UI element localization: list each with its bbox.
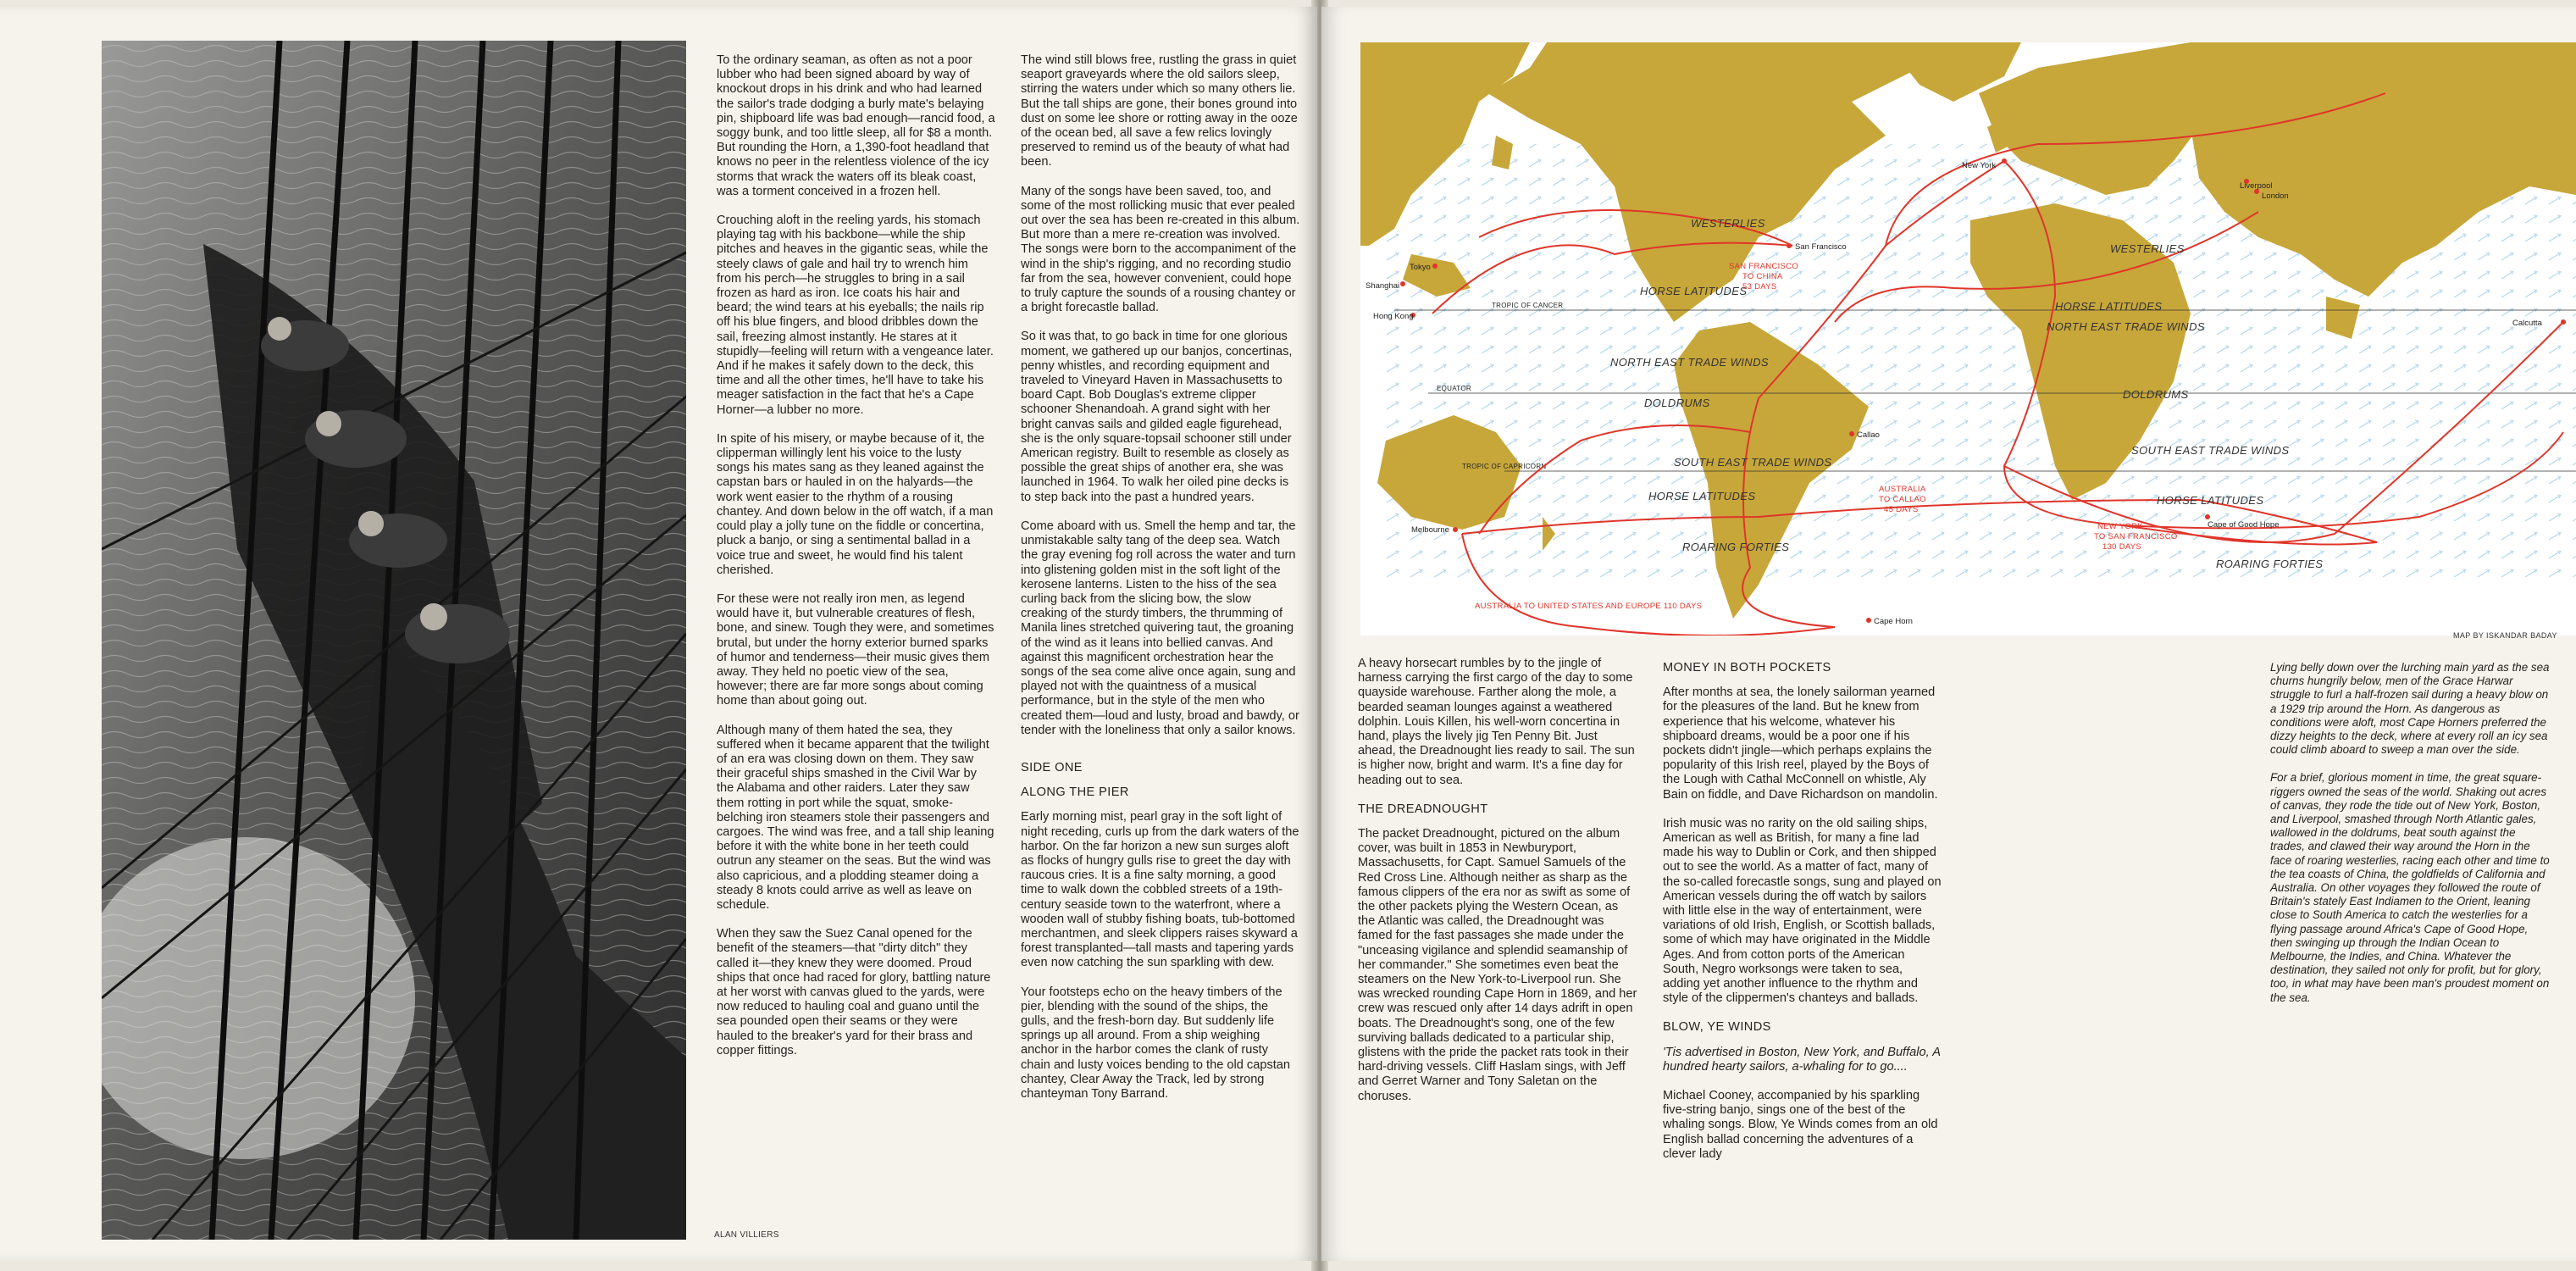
route-label-sf-china-2: TO CHINA [1742,272,1783,281]
blow-ye-winds-quote: 'Tis advertised in Boston, New York, and Buffalo, A hundred hearty sailors, a-whaling for to go.... [1663,1045,1941,1074]
photo-caption: Lying belly down over the lurching main yard as the sea churns hungrily below, men of the Grace Harwar struggle to furl a half-frozen sail during a heavy blow on a 1929 trip around the Horn. As dangerous as conditions were aloft, most Cape Horners preferred the dizzy heights to the deck, where at every roll an icy sea could climb aboard to sweep a man over the side. [2270,661,2550,757]
city-cape-horn: Cape Horn [1874,617,1913,626]
col1-para-5: Although many of them hated the sea, they suffered when it became apparent that the twilight of an era was closing down on them. They saw their graceful ships smashed in the Civil War by the Alabama and other raiders. Later they saw them rotting in port while the squat, smoke-belching iron steamers stole their passengers and cargoes. The wind was free, and a tall ship leaning before it with the white bone in her teeth could outrun any steamer on the seas. But the wind was also capricious, and a plodding steamer doing a steady 8 knots could arrive as well as leave on schedule. [717,723,994,912]
route-label-aus-callao-2: TO CALLAO [1879,495,1926,504]
column-3 [1358,657,1637,1118]
photo-credit: ALAN VILLIERS [714,1230,779,1240]
dreadnought-heading: THE DREADNOUGHT [1358,802,1488,816]
zone-doldrums-pacific: DOLDRUMS [1644,397,1710,409]
city-cape-of-good-hope: Cape of Good Hope [2208,520,2280,530]
zone-horse-latitudes-north: HORSE LATITUDES [1640,285,1748,297]
zone-roaring-forties-pacific: ROARING FORTIES [1682,541,1790,553]
map-caption: For a brief, glorious moment in time, the great square-riggers owned the seas of the world. Shaking out acres of canvas, they rode the tide out of New York, Boston, and Liverpool, smashed through North Atlantic gales, wallowed in the doldrums, beat south against the trades, and clawed their way around the Horn in the face of roaring westerlies, racing each other and time to the tea coasts of China, the goldfields of California and Australia. On other voyages they followed the route of Britain's stately East Indiamen to the Orient, leaning close to South America to catch the westerlies for a flying passage around Africa's Cape of Good Hope, then swinging up through the Indian Ocean to Melbourne, the Indies, and China. Whatever the destination, they sailed not only for profit, but for glory, too, in what may have been man's proudest moment on the sea. [2270,771,2550,1004]
blow-ye-winds-heading: BLOW, YE WINDS [1663,1020,1771,1035]
route-label-sf-china-1: SAN FRANCISCO [1729,262,1799,271]
route-label-aus-callao-1: AUSTRALIA [1879,485,1926,494]
zone-roaring-forties-indian: ROARING FORTIES [2216,558,2324,570]
col2-para-5: Early morning mist, pearl gray in the soft light of night receding, curls up from the dark waters of the harbor. On the far horizon a new sun surges aloft as flocks of hungry gulls rise to greet the day with raucous cries. It is a fine salty morning, a good time to walk down the cobbled streets of a 19th-century seaside town to the waterfront, where a wooden wall of stubby fishing boats, tub-bottomed merchantmen, and sleek clippers raises skyward a forest transplanted—tall masts and tapering yards even now catching the sun sparkling with dew. [1021,810,1299,970]
world-map-sailing-routes [1360,42,2576,636]
city-london: London [2262,191,2289,201]
along-the-pier-heading: ALONG THE PIER [1021,785,1129,800]
city-tokyo: Tokyo [1410,263,1431,272]
col1-para-1: To the ordinary seaman, as often as not a poor lubber who had been signed aboard by way of knockout drops in his drink and who had learned the sailor's trade dodging a burly mate's belaying pin, shipboard life was bad enough—rancid food, a soggy bunk, and too little sleep, all for $8 a month. But rounding the Horn, a 1,390-foot headland that knows no peer in the relentless violence of the icy storms that wrack the waters off its bleak coast, was a torment conceived in a frozen hell. [717,53,995,198]
equator-label: EQUATOR [1437,385,1471,392]
caption-column [2270,661,2550,1019]
zone-doldrums-atlantic: DOLDRUMS [2123,388,2189,401]
zone-westerlies-pacific: WESTERLIES [1691,217,1765,230]
zone-se-trade-atlantic: SOUTH EAST TRADE WINDS [2131,444,2290,457]
zone-horse-latitudes-south-atlantic: HORSE LATITUDES [2157,494,2264,507]
city-liverpool: Liverpool [2240,181,2273,191]
col3-para-2: The packet Dreadnought, pictured on the album cover, was built in 1853 in Newburyport, Massachusetts, for Capt. Samuel Samuels of the Red Cross Line. Although neither as sharp as the famous clippers of the era nor as swift as some of the other packets plying the Western Ocean, as the Atlantic was called, the Dreadnought was famed for the fast passages she made under the "unceasing vigilance and splendid seamanship of her commander." She sometimes even beat the steamers on the New York-to-Liverpool run. She was wrecked rounding Cape Horn in 1869, and her crew was rescued only after 14 days adrift in open boats. The Dreadnought's song, one of the few surviving ballads dedicated to a particular ship, glistens with the pride the packet rats took in their hard-driving vessels. Cliff Haslam sings, with Jeff and Gerret Warner and Tony Saletan on the choruses. [1358,827,1637,1103]
photo-sailors-aloft [102,41,686,1240]
zone-ne-trade-pacific: NORTH EAST TRADE WINDS [1610,356,1769,369]
route-label-ny-sf-2: TO SAN FRANCISCO [2094,532,2178,541]
col4-para-3: Michael Cooney, accompanied by his sparkling five-string banjo, sings one of the best of the whaling songs. Blow, Ye Winds comes from an old English ballad concerning the adventures of a clever lady [1663,1089,1938,1161]
col1-para-6: When they saw the Suez Canal opened for the benefit of the steamers—that "dirty ditch" they called it—they knew they were doomed. Proud ships that once had raced for glory, battling nature at her worst with canvas glued to the yards, were now reduced to hauling coal and guano until the sea pounded open their seams or they were hauled to the breaker's yard for their brass and copper fittings. [717,927,991,1057]
zone-ne-trade-atlantic: NORTH EAST TRADE WINDS [2047,320,2205,333]
col4-para-1: After months at sea, the lonely sailorman yearned for the pleasures of the land. But he knew from experience that his welcome, whatever his shipboard dreams, would be a poor one if his pockets didn't jingle—which perhaps explains the popularity of this Irish reel, played by the Boys of the Lough with Cathal McConnell on whistle, Aly Bain on fiddle, and Dave Richardson on mandolin. [1663,685,1938,802]
city-san-francisco: San Francisco [1795,242,1847,252]
col1-para-4: For these were not really iron men, as legend would have it, but vulnerable creatures of flesh, bone, and sinew. Tough they were, and sometimes brutal, but under the horny exterior burned sparks of humor and tenderness—their music gives them away. They held no poetic view of the sea, however; there are far more songs about coming home than about going out. [717,591,994,708]
city-hong-kong: Hong Kong [1373,312,1414,321]
col2-para-6: Your footsteps echo on the heavy timbers of the pier, blending with the sound of the ships, the gulls, and the fresh-born day. But suddenly life springs up all around. From a ship weighing anchor in the harbor comes the clank of rusty chain and lusty voices bending to the old capstan chantey, Clear Away the Track, led by strong chanteyman Tony Barrand. [1021,985,1291,1101]
col1-para-2: Crouching aloft in the reeling yards, his stomach playing tag with his backbone—while the ship pitches and heaves in the gigantic seas, while the steely claws of gale and hail try to wrench him from his perch—he struggles to bring in a sail frozen as hard as iron. Ice coats his hair and beard; the wind tears at his eyeballs; the nails rip off his blue fingers, and blood dribbles down the sail, freezing almost instantly. He stares at it stupidly—feeling will return with a vengeance later. And if he makes it safely down to the deck, this time and all the other times, he'll have to take his meager satisfaction in the fact that he's a Cape Horner—a lubber no more. [717,214,994,417]
col2-para-3: So it was that, to go back in time for one glorious moment, we gathered up our banjos, concertinas, penny whistles, and recording equipment and traveled to Vineyard Haven in Massachusetts to board Capt. Bob Douglas's extreme clipper schooner Shenandoah. A grand sight with her bright canvas sails and gilded eagle figurehead, she is the only square-topsail schooner still under American registry. Built to resemble as closely as possible the great ships of another era, she was launched in 1964. To walk her oiled pine decks is to step back into the past a hundred years. [1021,330,1293,504]
tropic-of-capricorn-label: TROPIC OF CAPRICORN [1462,463,1547,470]
route-label-sf-china-3: 53 DAYS [1742,282,1777,291]
zone-horse-latitudes-north-atlantic: HORSE LATITUDES [2055,300,2163,313]
route-label-aus-callao-3: 45 DAYS [1884,505,1919,514]
city-calcutta: Calcutta [2512,319,2542,328]
side-one-heading: SIDE ONE [1021,760,1083,774]
column-4 [1663,661,1942,1176]
city-callao: Callao [1857,430,1880,440]
col3-para-1: A heavy horsecart rumbles by to the jingle of harness carrying the first cargo of the day to some quayside warehouse. Farther along the mole, a bearded seaman lounges against a weathered dolphin. Louis Killen, his well-worn concertina in hand, plays the lively jig Ten Penny Bit. Just ahead, the Dreadnought lies ready to sail. The sun is higher now, bright and warm. It's a fine day for heading out to sea. [1358,657,1635,787]
col2-para-2: Many of the songs have been saved, too, and some of the most rollicking music that ever pealed out over the sea has been re-created in this album. But more than a mere re-creation was involved. The songs were born to the accompaniment of the wind in the ship's rigging, and no recording studio far from the sea, however convenient, could hope to truly capture the sounds of a rousing chantey or a bright forecastle ballad. [1021,184,1300,315]
zone-horse-latitudes-south: HORSE LATITUDES [1648,490,1756,502]
city-shanghai: Shanghai [1366,281,1400,291]
tropic-of-cancer-label: TROPIC OF CANCER [1492,302,1564,309]
city-new-york: New York [1962,161,1997,170]
col2-para-1: The wind still blows free, rustling the grass in quiet seaport graveyards where the old sailors sleep, stirring the waters under which so many others lie. But the tall ships are gone, their bones ground into dust on some lee shore or rotting away in the ooze of the ocean bed, all save a few relics lovingly preserved to remind us of the beauty of what had been. [1021,53,1298,169]
column-2 [1021,53,1300,1116]
money-in-both-pockets-heading: MONEY IN BOTH POCKETS [1663,661,1831,674]
route-label-aus-us-europe: AUSTRALIA TO UNITED STATES AND EUROPE 110 DAYS [1475,602,1703,611]
column-1 [717,53,996,1073]
col2-para-4: Come aboard with us. Smell the hemp and tar, the unmistakable salty tang of the deep sea. Watch the gray evening fog roll across the water and turn into glistening golden mist in the soft light of the kerosene lanterns. Listen to the hiss of the sea curling back from the slicing bow, the slow creaking of the sturdy timbers, the thrumming of Manila lines stretched quivering taut, the groaning of the wind as it leans into bellied canvas. And against this magnificent orchestration hear the songs of the sea come alive once again, sung and played not with the quaintness of a musical performance, but in the style of the men who created them—loud and lusty, broad and bawdy, or tender with the loneliness that only a sailor knows. [1021,519,1299,737]
map-credit: MAP BY ISKANDAR BADAY [2453,631,2557,640]
col1-para-3: In spite of his misery, or maybe because of it, the clipperman willingly lent his voice to the lusty songs his mates sang as they leaned against the capstan bars or hauled in on the halyards—the work went easier to the rhythm of a rousing chantey. And down below in the off watch, if a man could play a jolly tune on the fiddle or concertina, pluck a banjo, or sing a sentimental ballad in a voice true and sweet, he would find his talent cherished. [717,431,994,577]
zone-se-trade-pacific: SOUTH EAST TRADE WINDS [1674,456,1832,469]
left-page [0,7,1317,1261]
route-label-ny-sf-1: NEW YORK [2097,522,2143,531]
route-label-ny-sf-3: 130 DAYS [2102,542,2142,552]
col4-para-2: Irish music was no rarity on the old sailing ships, American as well as British, for many a fine lad made his way to Dublin or Cork, and then shipped out to see the world. As a matter of fact, many of the so-called forecastle songs, sung and played on American vessels during the off watch by sailors with little else in the way of entertainment, were variations of old Irish, English, or Scottish ballads, some of which may have originated in the Middle Ages. And from cotton ports of the American South, Negro worksongs were taken to sea, adding yet another influence to the rhythm and style of the clippermen's chanteys and ballads. [1663,816,1942,1006]
city-melbourne: Melbourne [1411,525,1449,535]
zone-westerlies-atlantic: WESTERLIES [2110,242,2185,255]
